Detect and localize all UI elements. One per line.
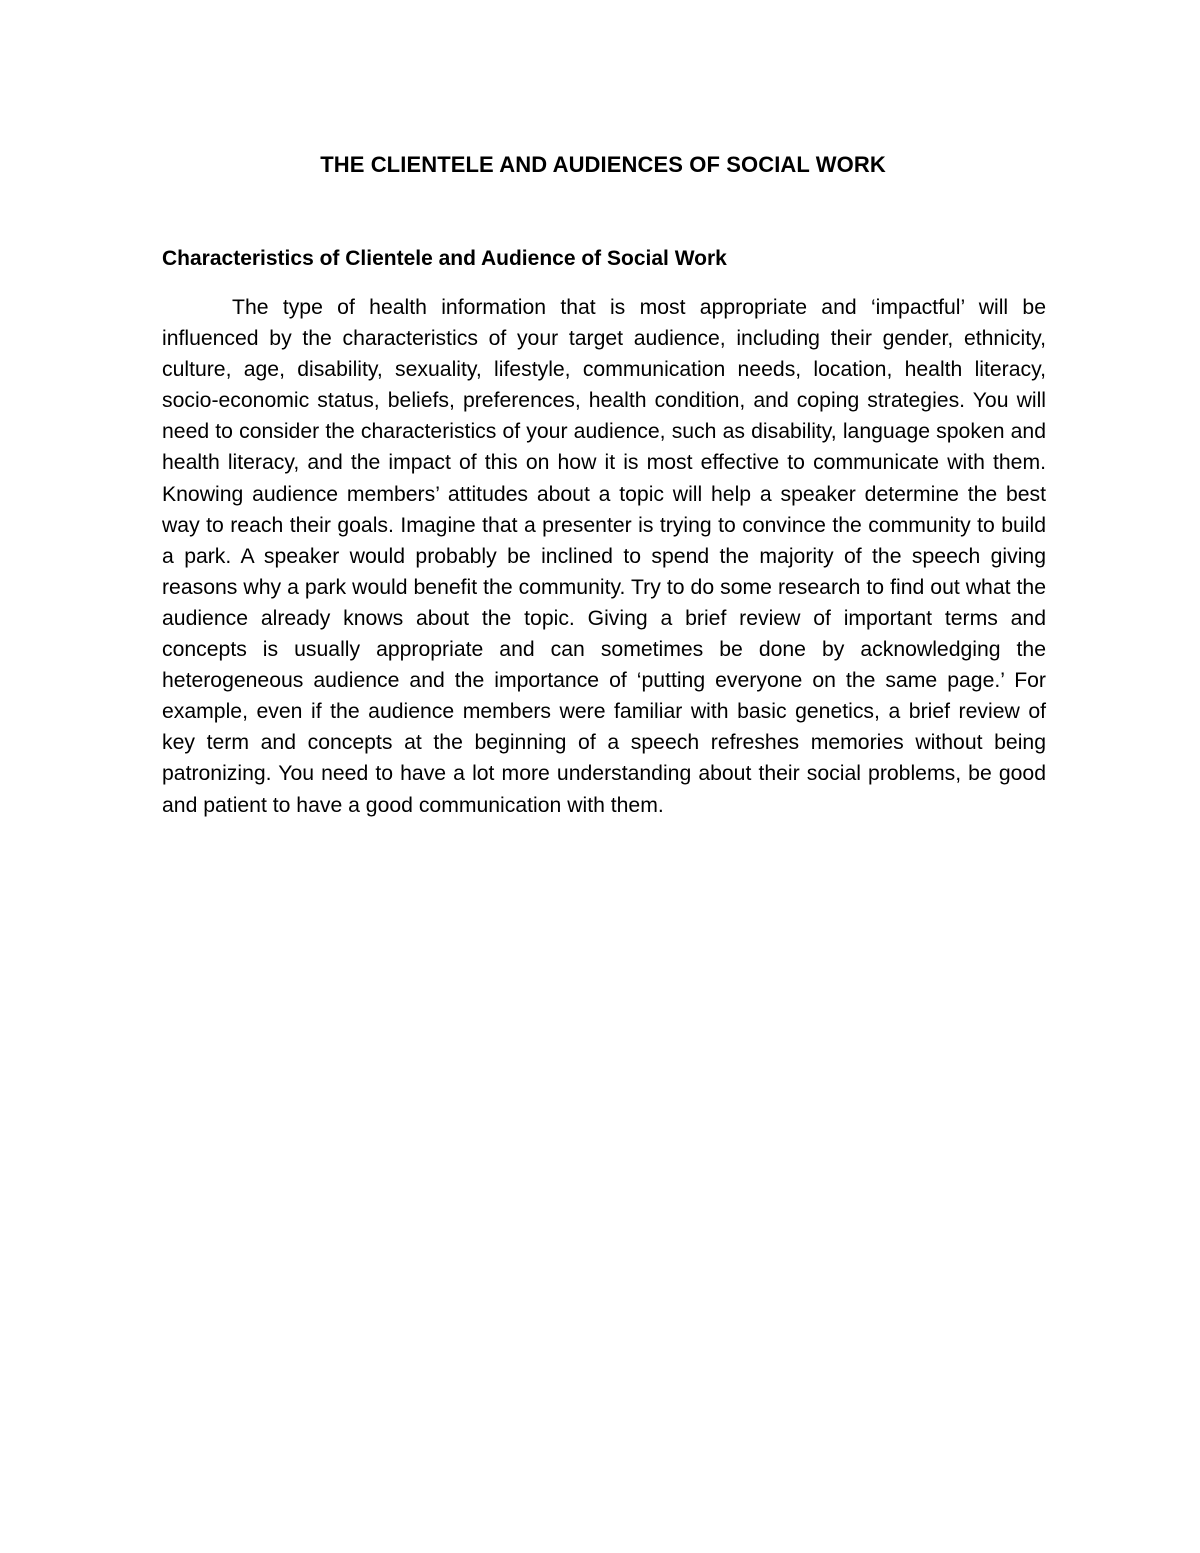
document-title: THE CLIENTELE AND AUDIENCES OF SOCIAL WORK (320, 152, 886, 177)
section-heading: Characteristics of Clientele and Audience of Social Work (162, 247, 727, 270)
body-paragraph: The type of health information that is most appropriate and ‘impactful’ will be influenced by the characteristics of your target audience, including their gender, ethnicity, culture, age, disability, sexuality, lifestyle, communication needs, location, health literacy, socio-economic status, beliefs, preferences, health condition, and coping strategies. You will need to consider the characteristics of your audience, such as disability, language spoken and health literacy, and the impact of this on how it is most effective to communicate with them. Knowing audience members’ attitudes about a topic will help a speaker determine the best way to reach their goals. Imagine that a presenter is trying to convince the community to build a park. A speaker would probably be inclined to spend the majority of the speech giving reasons why a park would benefit the community. Try to do some research to find out what the audience already knows about the topic. Giving a brief review of important terms and concepts is usually appropriate and can sometimes be done by acknowledging the heterogeneous audience and the importance of ‘putting everyone on the same page.’ For example, even if the audience members were familiar with basic genetics, a brief review of key term and concepts at the beginning of a speech refreshes memories without being patronizing. You need to have a lot more understanding about their social problems, be good and patient to have a good communication with them. (162, 296, 1046, 817)
